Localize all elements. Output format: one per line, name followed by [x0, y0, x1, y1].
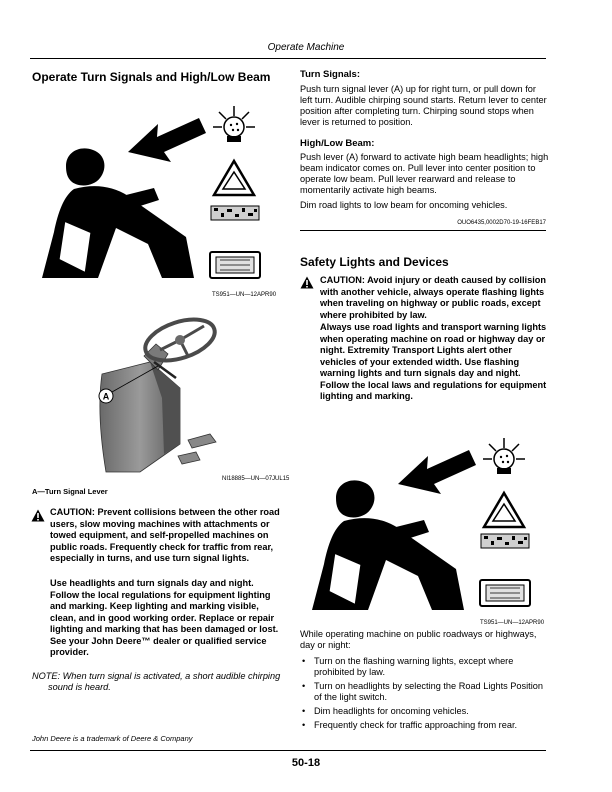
reference-code: OUO6435,0002D70-19-16FEB17: [457, 220, 546, 226]
list-item: • Turn on headlights by selecting the Road Lights Position of the light switch.: [300, 681, 550, 703]
turn-signals-text: Push turn signal lever (A) up for right turn, or pull down for left turn. Audible chirping sound starts. Return lever to center position after completing turn. Chirping sound stops when lever is returned to position.: [300, 84, 547, 127]
rear-lamp-icon: [480, 580, 530, 606]
list-item: • Frequently check for traffic approaching from rear.: [300, 720, 550, 731]
caution-paragraph-1: CAUTION: Prevent collisions between the other road users, slow moving machines with attachments or towed equipment, and self-propelled machines on public roads. Frequently check for traffic from rear, especially in turns, and use turn signal lights.: [50, 507, 280, 563]
safety-lights-illustration: [36, 92, 280, 292]
figure-2-code: NI18885—UN—07JUL15: [222, 476, 290, 482]
footer-rule: [30, 750, 546, 751]
safety-bullet-list: [300, 656, 550, 734]
note-text: NOTE: When turn signal is activated, a short audible chirping sound is heard.: [32, 671, 281, 692]
operator-silhouette-icon: [42, 148, 194, 278]
safety-caution-paragraph-2: Always use road lights and transport warning lights when operating machine on road or highway day or night. Extremity Transport Lights alert other vehicles of your extended width. Use flashing warning lights and turn signals day and night. Follow the local laws and regulations for equipment lighting and marking.: [320, 322, 547, 401]
section-title-safety-lights: Safety Lights and Devices: [300, 255, 449, 269]
flashing-beacon-icon: [213, 106, 255, 142]
safety-caution-paragraph-1: CAUTION: Avoid injury or death caused by collision with another vehicle, always operate flashing lights when traveling on highway or public roads, except where prohibited by law.: [320, 275, 546, 320]
pedal-icon: [188, 434, 216, 448]
flashing-beacon-icon: [483, 438, 525, 474]
while-operating-text: While operating machine on public roadways or highways, day or night:: [300, 629, 537, 650]
steering-column-illustration: [92, 316, 222, 474]
safety-lights-illustration-2: [306, 424, 550, 620]
high-low-beam-heading: High/Low Beam:: [300, 138, 375, 149]
section-title-turn-signals: Operate Turn Signals and High/Low Beam: [32, 70, 271, 84]
dim-lights-text: Dim road lights to low beam for oncoming vehicles.: [300, 200, 508, 210]
header-rule: [30, 58, 546, 59]
figure-legend: A—Turn Signal Lever: [32, 487, 108, 496]
smv-triangle-icon: [484, 493, 524, 527]
trademark-notice: John Deere is a trademark of Deere & Company: [32, 734, 193, 743]
running-head: Operate Machine: [267, 42, 345, 53]
list-item: • Dim headlights for oncoming vehicles.: [300, 706, 550, 717]
operator-silhouette-icon: [312, 480, 464, 610]
high-low-beam-text: Push lever (A) forward to activate high beam headlights; high beam indicator comes on. Pull lever into center position to operate low beam. Pull lever rearward and release to momentarily activate high beams.: [300, 152, 549, 195]
warning-arrow-icon: [398, 450, 476, 494]
page-number: 50-18: [291, 757, 321, 769]
caution-triangle-icon: [300, 276, 314, 289]
figure-3-code: TS951—UN—12APR90: [480, 620, 545, 626]
figure-1-code: TS951—UN—12APR90: [212, 292, 277, 298]
caution-paragraph-2: Use headlights and turn signals day and night. Follow the local regulations for equipment lighting and marking. Keep lighting and marking visible, clean, and in good working order. Replace or repair lighting and marking that has been damaged or lost. See your John Deere™ dealer or qualified service provider.: [50, 578, 279, 657]
list-item: • Turn on the flashing warning lights, except where prohibited by law.: [300, 656, 550, 678]
turn-signals-heading: Turn Signals:: [300, 69, 360, 80]
warning-arrow-icon: [128, 118, 206, 162]
rear-lamp-icon: [210, 252, 260, 278]
smv-triangle-icon: [214, 161, 254, 195]
caution-triangle-icon: [31, 509, 45, 522]
section-divider: [300, 230, 546, 231]
callout-a-label: A: [102, 391, 110, 402]
